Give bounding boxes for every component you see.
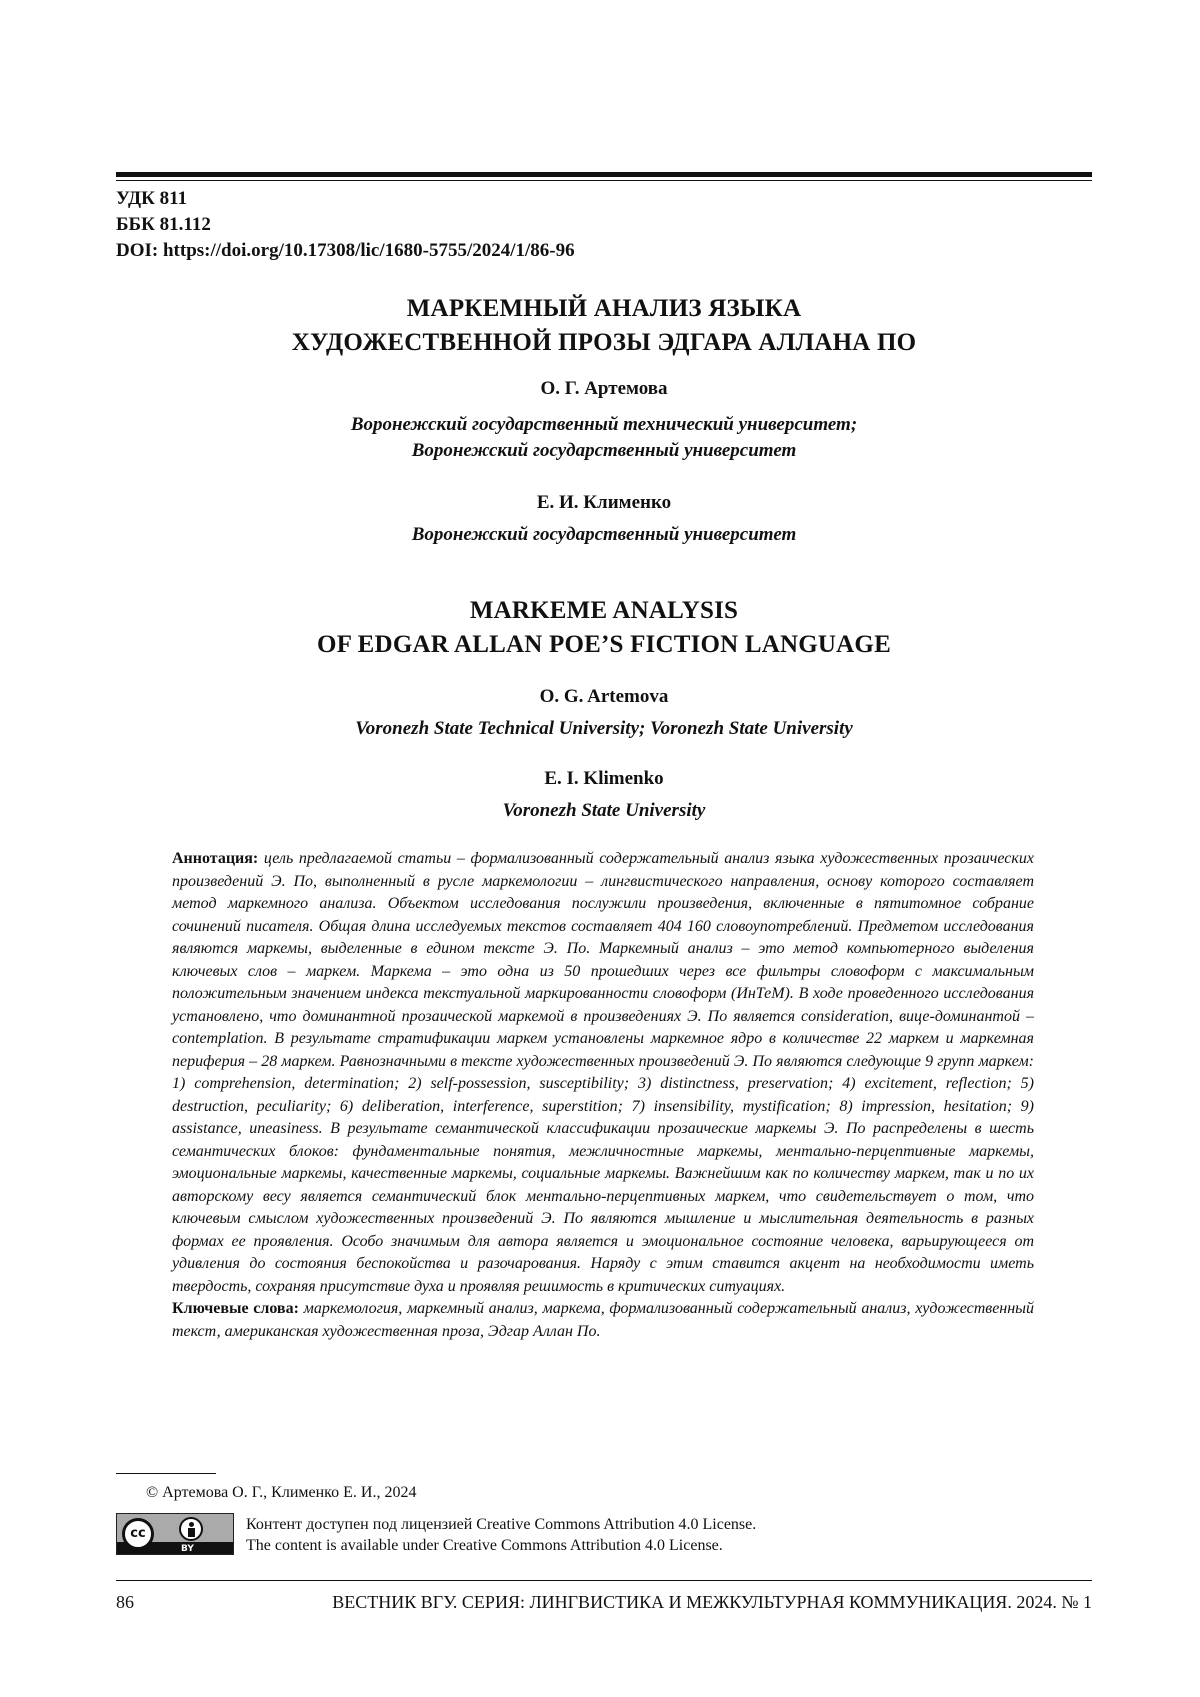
abstract-block [172, 848, 1034, 1343]
en-affiliation-2: Voronezh State University [502, 800, 706, 821]
en-title-line-2: OF EDGAR ALLAN POE’S FICTION LANGUAGE [317, 631, 891, 658]
cc-by-license-badge[interactable] [116, 1513, 234, 1555]
ru-title [116, 292, 1092, 360]
person-body-shape [188, 1528, 195, 1537]
classification-block [116, 186, 575, 264]
en-title [116, 594, 1092, 662]
ru-title-line-1: МАРКЕМНЫЙ АНАЛИЗ ЯЗЫКА [406, 295, 802, 322]
license-text-ru: Контент доступен под лицензией Creative Commons Attribution 4.0 License. [246, 1516, 757, 1533]
ru-affiliation-2: Воронежский государственный университет [411, 524, 797, 545]
ru-affiliation-1-line-1: Воронежский государственный технический университет; [350, 414, 858, 435]
top-rule-thick [116, 172, 1092, 177]
doi-link[interactable]: DOI: https://doi.org/10.17308/lic/1680-5755/2024/1/86-96 [116, 240, 575, 261]
journal-name: ВЕСТНИК ВГУ. СЕРИЯ: ЛИНГВИСТИКА И МЕЖКУЛЬТУРНАЯ КОММУНИКАЦИЯ. 2024. № 1 [332, 1592, 1092, 1612]
abstract-label: Аннотация: [172, 850, 259, 867]
copyright-notice: © Артемова О. Г., Клименко Е. И., 2024 [146, 1484, 417, 1501]
article-page [116, 0, 1092, 1697]
footnote-rule [116, 1473, 216, 1474]
license-text [246, 1514, 756, 1556]
footer-rule [116, 1580, 1092, 1581]
page-number: 86 [116, 1592, 134, 1612]
abstract-paragraph [172, 848, 1034, 1298]
keywords-text: маркемология, маркемный анализ, маркема, формализованный содержательный анализ, художественный текст, американская художественная проза, Эдгар Аллан По. [172, 1300, 1035, 1340]
ru-author-2: Е. И. Клименко [536, 492, 672, 513]
abstract-text: цель предлагаемой статьи – формализованный содержательный анализ языка художественных прозаических произведений Э. По, выполненный в русле маркемологии – лингвистического направления, основу которого составляет метод маркемного анализа. Объектом исследования послужили произведения, включенные в пятитомное собрание сочинений писателя. Общая длина исследуемых текстов составляет 404 160 словоупотреблений. Предметом исследования являются маркемы, выделенные в едином тексте Э. По. Маркемный анализ – это метод компьютерного выделения ключевых слов – маркем. Маркема – это одна из 50 прошедших через все фильтры словоформ с максимальным положительным значением индекса текстуальной маркированности словоформ (ИнТеМ). В ходе проведенного исследования установлено, что доминантной прозаической маркемой в произведениях Э. По является consideration, вице-доминантой – contemplation. В результате стратификации маркем установлены маркемное ядро в количестве 22 маркем и маркемная периферия – 28 маркем. Равнозначными в тексте художественных произведений Э. По являются следующие 9 групп маркем: 1) comprehension, determination; 2) self-possession, susceptibility; 3) distinctness, preservation; 4) excitement, reflection; 5) destruction, peculiarity; 6) deliberation, interference, superstition; 7) insensibility, mystification; 8) impression, hesitation; 9) assistance, uneasiness. В результате семантической классификации прозаические маркемы Э. По распределены в шесть семантических блоков: фундаментальные понятия, межличностные маркемы, ментально-перцептивные маркемы, эмоциональные маркемы, качественные маркемы, социальные маркемы. Важнейшим как по количеству маркем, так и по их авторскому весу является семантический блок ментально-перцептивных маркем, что свидетельствует о том, что ключевым смыслом художественных произведений Э. По являются мышление и мыслительная деятельность в разных формах ее проявления. Особо значимым для автора является и эмоциональное состояние человека, варьирующееся от удивления до состояния беспокойства и разочарования. Наряду с этим ставится акцент на необходимости иметь твердость, сохраняя присутствие духа и проявляя решимость в критических ситуациях. [172, 850, 1034, 1295]
license-text-en: The content is available under Creative Commons Attribution 4.0 License. [246, 1537, 723, 1554]
udk-code: УДК 811 [116, 188, 188, 209]
by-label: BY [181, 1544, 194, 1554]
en-affiliation-1: Voronezh State Technical University; Voronezh State University [355, 718, 853, 739]
ru-affiliation-1 [116, 412, 1092, 464]
bbk-code: ББК 81.112 [116, 214, 211, 235]
ru-affiliation-1-line-2: Воронежский государственный университет [411, 440, 797, 461]
top-rule-thin [116, 180, 1092, 181]
person-head-shape [189, 1522, 194, 1527]
en-author-2: E. I. Klimenko [544, 768, 664, 789]
en-author-1: O. G. Artemova [539, 686, 669, 707]
keywords-paragraph [172, 1298, 1034, 1343]
cc-icon: cc [122, 1518, 154, 1550]
en-title-line-1: MARKEME ANALYSIS [469, 597, 739, 624]
ru-title-line-2: ХУДОЖЕСТВЕННОЙ ПРОЗЫ ЭДГАРА АЛЛАНА ПО [291, 329, 917, 356]
ru-author-1: О. Г. Артемова [540, 378, 668, 399]
attribution-person-icon [179, 1517, 203, 1541]
keywords-label: Ключевые слова: [172, 1300, 299, 1317]
